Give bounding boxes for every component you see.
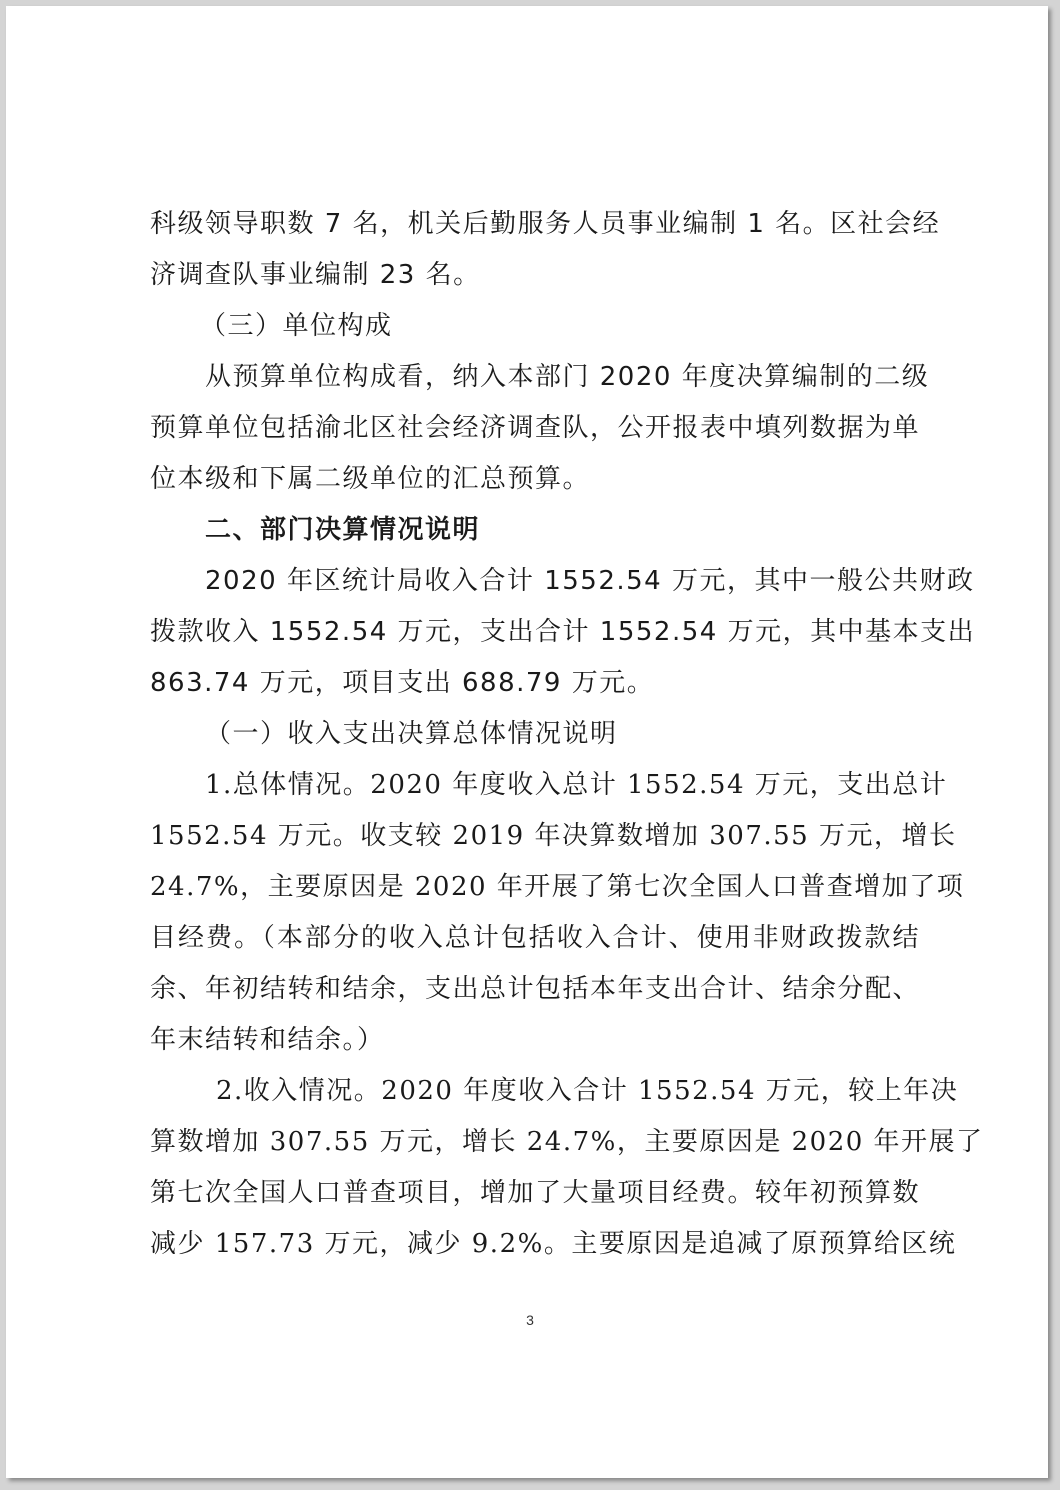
page-number: 3 — [526, 1312, 534, 1328]
body-line: 预算单位包括渝北区社会经济调查队，公开报表中填列数据为单 — [150, 413, 921, 443]
body-line: 年末结转和结余。） — [150, 1025, 385, 1055]
body-line: 24.7%，主要原因是 2020 年开展了第七次全国人口普查增加了项 — [150, 872, 965, 902]
subsection-heading: （三）单位构成 — [200, 311, 393, 341]
section-heading: 二、部门决算情况说明 — [205, 515, 481, 545]
body-line: 位本级和下属二级单位的汇总预算。 — [150, 464, 591, 494]
body-line: 拨款收入 1552.54 万元，支出合计 1552.54 万元，其中基本支出 — [150, 617, 976, 647]
subsection-heading: （一）收入支出决算总体情况说明 — [205, 719, 618, 749]
body-line: 863.74 万元，项目支出 688.79 万元。 — [150, 668, 655, 698]
body-line: 2020 年区统计局收入合计 1552.54 万元，其中一般公共财政 — [205, 566, 975, 596]
body-line: 目经费。（本部分的收入总计包括收入合计、使用非财政拨款结 — [150, 923, 920, 953]
body-line: 余、年初结转和结余，支出总计包括本年支出合计、结余分配、 — [150, 974, 921, 1004]
body-line: 济调查队事业编制 23 名。 — [150, 260, 481, 290]
body-line: 1552.54 万元。收支较 2019 年决算数增加 307.55 万元，增长 — [150, 821, 957, 851]
body-line: 科级领导职数 7 名，机关后勤服务人员事业编制 1 名。区社会经 — [150, 209, 941, 239]
body-line: 1.总体情况。2020 年度收入总计 1552.54 万元，支出总计 — [205, 770, 948, 800]
body-line: 减少 157.73 万元，减少 9.2%。主要原因是追减了原预算给区统 — [150, 1229, 957, 1259]
body-line: 第七次全国人口普查项目，增加了大量项目经费。较年初预算数 — [150, 1178, 921, 1208]
body-line: 2.收入情况。2020 年度收入合计 1552.54 万元，较上年决 — [216, 1076, 959, 1106]
body-line: 从预算单位构成看，纳入本部门 2020 年度决算编制的二级 — [205, 362, 930, 392]
body-line: 算数增加 307.55 万元，增长 24.7%，主要原因是 2020 年开展了 — [150, 1127, 984, 1157]
